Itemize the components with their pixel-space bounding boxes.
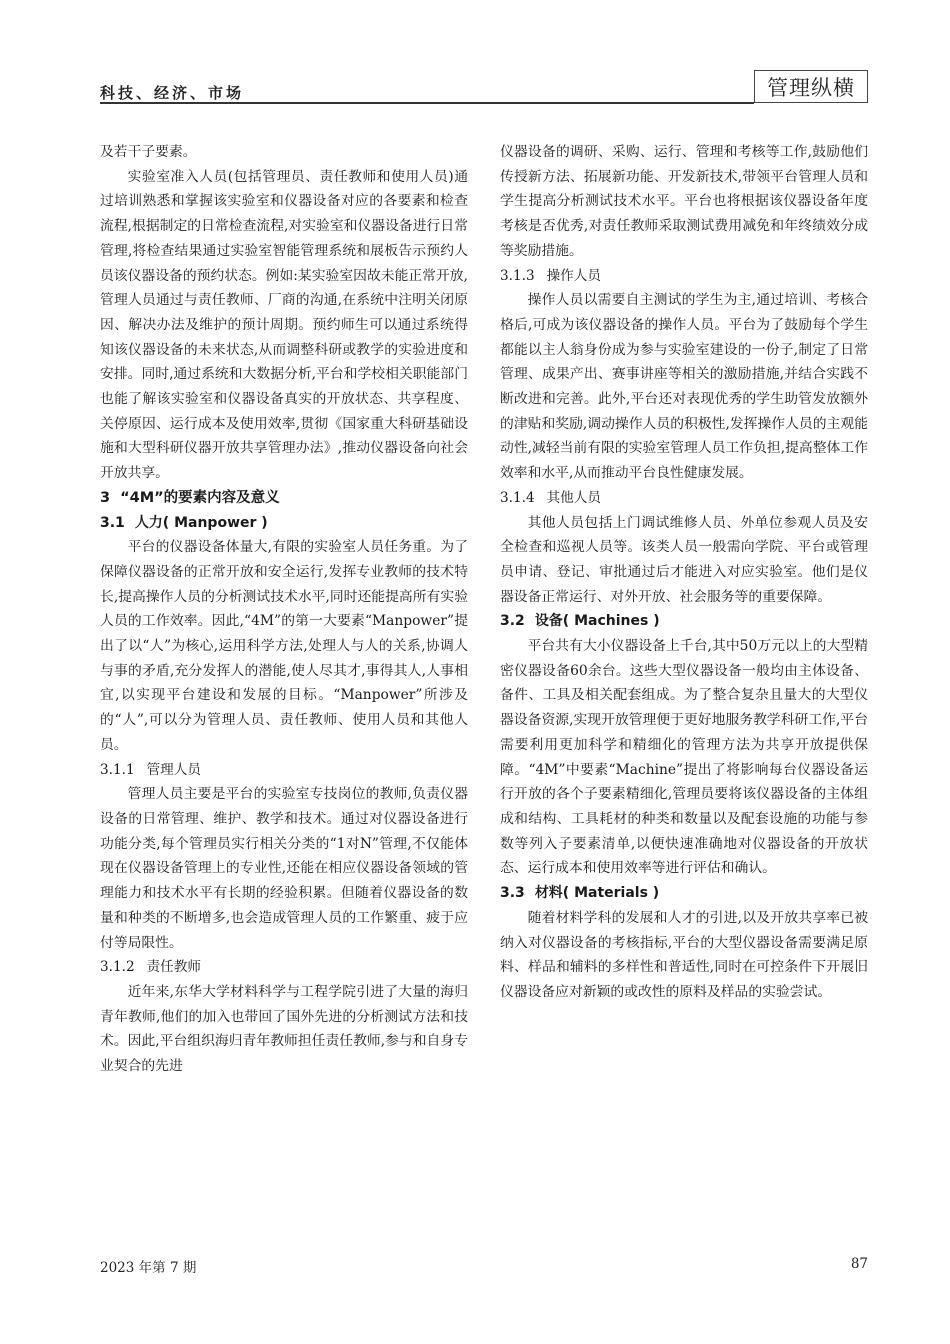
paragraph: 平台共有大小仪器设备上千台,其中50万元以上的大型精密仪器设备60余台。这些大型仪器设备一般均由主体设备、备件、工具及相关配套组成。为了整合复杂且量大的大型仪器设备资源,实现开放管理便于更好地服务教学科研工作,平台需要利用更加科学和精细化的管理方法为共享开放提供保障。“4M”中要素“Machine”提出了将影响每台仪器设备运行开放的各个子要素精细化,管理员要将该仪器设备的主体组成和结构、工具耗材的种类和数量以及配套设施的功能与参数等列入子要素清单,以便快速准确地对仪器设备的开放状态、运行成本和使用效率等进行评估和确认。	[500, 638, 868, 877]
header-divider	[100, 102, 754, 104]
section-title: 人力( Manpower )	[134, 514, 268, 531]
section-heading-3-1-4	[500, 486, 868, 511]
paragraph: 其他人员包括上门调试维修人员、外单位参观人员及安全检查和巡视人员等。该类人员一般需向学院、平台或管理员申请、登记、审批通过后才能进入对应实验室。他们是仪器设备正常运行、对外开放、社会服务等的重要保障。	[500, 514, 868, 605]
section-number: 3.3	[500, 885, 525, 902]
section-number: 3.2	[500, 613, 525, 630]
right-column	[500, 140, 868, 1005]
section-title: 操作人员	[546, 267, 601, 284]
section-heading-3-3	[500, 881, 868, 906]
section-number: 3.1.3	[500, 267, 535, 284]
paragraph: 操作人员以需要自主测试的学生为主,通过培训、考核合格后,可成为该仪器设备的操作人员。平台为了鼓励每个学生都能以主人翁身份成为参与实验室建设的一份子,制定了日常管理、成果产出、赛事讲座等相关的激励措施,并结合实践不断改进和完善。此外,平台还对表现优秀的学生助管发放额外的津贴和奖励,调动操作人员的积极性,发挥操作人员的主观能动性,减轻当前有限的实验室管理人员工作负担,提高整体工作效率和水平,从而推动平台良性健康发展。	[500, 292, 868, 482]
paragraph: 平台的仪器设备体量大,有限的实验室人员任务重。为了保障仪器设备的正常开放和安全运行,发挥专业教师的技术特长,提高操作人员的分析测试技术水平,同时还能提高所有实验人员的工作效率。因此,“4M”的第一大要素“Manpower”提出了以“人”为核心,运用科学方法,处理人与人的关系,协调人与事的矛盾,充分发挥人的潜能,使人尽其才,事得其人,人事相宜,以实现平台建设和发展的目标。“Manpower”所涉及的“人”,可以分为管理人员、责任教师、使用人员和其他人员。	[100, 539, 468, 753]
left-column	[100, 140, 468, 1079]
section-number: 3	[100, 489, 111, 506]
paragraph: 近年来,东华大学材料科学与工程学院引进了大量的海归青年教师,他们的加入也带回了国外先进的分析测试方法和技术。因此,平台组织海归青年教师担任责任教师,参与和自身专业契合的先进	[100, 983, 468, 1075]
section-heading-3	[100, 486, 468, 511]
section-heading-3-1	[100, 511, 468, 536]
section-number: 3.1.2	[100, 959, 135, 976]
section-title: “4M”的要素内容及意义	[120, 489, 280, 506]
section-title: 责任教师	[146, 959, 201, 976]
section-number: 3.1	[100, 514, 125, 531]
paragraph: 随着材料学科的发展和人才的引进,以及开放共享率已被纳入对仪器设备的考核指标,平台的大型仪器设备需要满足原料、样品和辅料的多样性和普适性,同时在可控条件下开展旧仪器设备应对新颖的或改性的原料及样品的实验尝试。	[500, 909, 868, 1000]
section-number: 3.1.1	[100, 761, 135, 778]
page-number: 87	[850, 1256, 868, 1272]
paragraph: 仪器设备的调研、采购、运行、管理和考核等工作,鼓励他们传授新方法、拓展新功能、开发新技术,带领平台管理人员和学生提高分析测试技术水平。平台也将根据该仪器设备年度考核是否优秀,对责任教师采取测试费用减免和年终绩效分成等奖励措施。	[500, 144, 868, 259]
paragraph: 实验室准入人员(包括管理员、责任教师和使用人员)通过培训熟悉和掌握该实验室和仪器设备对应的各要素和检查流程,根据制定的日常检查流程,对实验室和仪器设备进行日常管理,将检查结果通过实验室智能管理系统和展板告示预约人员该仪器设备的预约状态。例如:某实验室因故未能正常开放,管理人员通过与责任教师、厂商的沟通,在系统中注明关闭原因、解决办法及维护的预计周期。预约师生可以通过系统得知该仪器设备的未来状态,从而调整科研或教学的实验进度和安排。同时,通过系统和大数据分析,平台和学校相关职能部门也能了解该实验室和仪器设备真实的开放状态、共享程度、关停原因、运行成本及使用效率,贯彻《国家重大科研基础设施和大型科研仪器开放共享管理办法》,推动仪器设备向社会开放共享。	[100, 168, 468, 482]
issue-label: 2023 年第 7 期	[100, 1260, 197, 1276]
paragraph: 管理人员主要是平台的实验室专技岗位的教师,负责仪器设备的日常管理、维护、教学和技术。通过对仪器设备进行功能分类,每个管理员实行相关分类的“1对N”管理,不仅能体现在仪器设备管理上的专业性,还能在相应仪器设备领域的管理能力和技术水平有长期的经验积累。但随着仪器设备的数量和种类的不断增多,也会造成管理人员的工作繁重、疲于应付等局限性。	[100, 786, 468, 951]
section-title: 管理人员	[146, 761, 201, 778]
section-heading-3-2	[500, 609, 868, 634]
section-heading-3-1-2	[100, 955, 468, 980]
section-heading-3-1-3	[500, 264, 868, 289]
section-heading-3-1-1	[100, 758, 468, 783]
paragraph: 及若干子要素。	[100, 144, 197, 160]
running-header-title: 科技、经济、市场	[100, 84, 245, 102]
section-title: 其他人员	[546, 489, 601, 506]
section-number: 3.1.4	[500, 489, 535, 506]
section-label-box: 管理纵横	[754, 70, 868, 103]
section-title: 材料( Materials )	[534, 885, 660, 902]
section-title: 设备( Machines )	[534, 613, 660, 630]
